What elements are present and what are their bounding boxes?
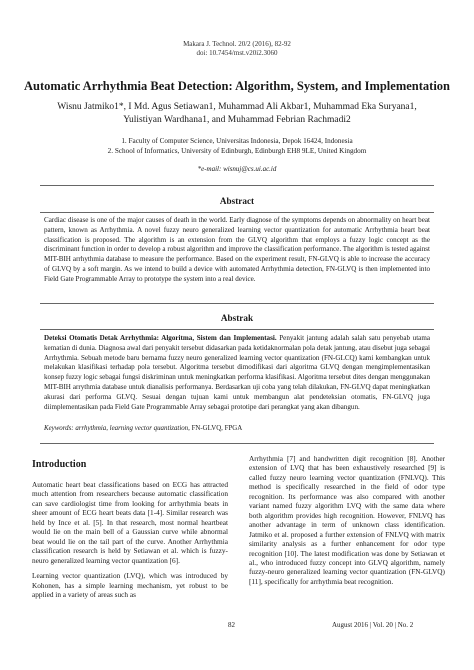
abstrak-text (44, 334, 430, 412)
keywords-rest: FN-GLVQ, FPGA (189, 425, 243, 432)
affiliations (40, 136, 434, 156)
issue-info: August 2016 | Vol. 20 | No. 2 (332, 621, 414, 629)
paper-title: Automatic Arrhythmia Beat Detection: Algorithm, System, and Implementation (24, 79, 450, 93)
abstrak-heading: Abstrak (220, 313, 254, 323)
abstract-text: Cardiac disease is one of the major causes of death in the world. Early diagnose of the symptoms depends on abnormality on heart beat pattern, known as Arrhythmia. A novel fuzzy neuro generalized learning vector quantization for automatic Arrhythmia heart beat classification is proposed. The algorithm is an extension from the GLVQ algorithm that employs a fuzzy logic concept as the discriminant function in order to develop a robust algorithm and improve the classification performance. The algorithm is tested against MIT-BIH arrhythmia database to measure the performance. Based on the experiment result, FN-GLVQ is able to increase the accuracy of GLVQ by a soft margin. As we intend to build a device with automated Arrhythmia detection, FN-GLVQ is then implemented into Field Gate Programmable Array to prototype the system into a real device. (44, 216, 430, 283)
author-line-1: Wisnu Jatmiko1*, I Md. Agus Setiawan1, Muhammad Ali Akbar1, Muhammad Eka Suryana1, (57, 102, 417, 112)
page-number: 82 (228, 621, 235, 629)
divider (40, 185, 434, 186)
abstract-heading: Abstract (219, 196, 255, 206)
author-list (40, 101, 434, 126)
abstrak-title: Deteksi Otomatis Detak Arrhythmia: Algoritma, Sistem dan Implementasi. (44, 334, 277, 342)
divider (40, 443, 434, 444)
author-line-2: Yulistiyan Wardhana1, and Muhammad Febrian Rachmadi2 (123, 114, 351, 125)
left-column (32, 480, 228, 605)
introduction-heading: Introduction (32, 459, 87, 470)
divider (40, 212, 434, 213)
corresponding-email: *e-mail: wisnuj@cs.ui.ac.id (197, 165, 277, 173)
intro-paragraph-1: Automatic heart beat classifications based on ECG has attracted much attention from researchers because automatic classification can save cardiologist time from looking for arrhythmia beats in sheer amount of ECG heart beats data [1-4]. Similar research was held by Ince et al. [5]. In that research, most normal heartbeat would lie on the main bell of a Gaussian curve while abnormal beat would lie on the tail part of the curve. Another Arrhythmia classification research is held by Setiawan et al. which is fuzzy-neuro generalized learning vector quantization [6]. (32, 480, 228, 565)
affiliation-1: 1. Faculty of Computer Science, Universitas Indonesia, Depok 16424, Indonesia (121, 137, 353, 145)
journal-doi: doi: 10.7454/mst.v20i2.3060 (196, 49, 278, 57)
right-column (249, 454, 445, 592)
keywords (44, 424, 430, 433)
abstrak-body: Penyakit jantung adalah salah satu penyebab utama kematian di dunia. Diagnosa awal dari penyakit tersebut didasarkan pada ketidaknormalan pola detak jantung, atau disebut juga sebagai Arrhythmia. Sebuah metode baru bernama fuzzy neuro generalized learning vector quantization (FN-GLCQ) kami kembangkan untuk melakukan klasifikasi terhadap pola tersebut. Algoritma tersebut dimodifikasi dari algoritma GLVQ dengan mengimplementasikan konsep fuzzy logic sebagai fungsi diskriminan untuk meningkatkan performa klasifikasi. Algoritma tersebut dites dengan menggunakan MIT-BIH arrythmia database untuk dianalisis performanya. Berdasarkan uji coba yang telah dilakukan, FN-GLVQ dapat meningkatkan akurasi dari performa GLVQ. Sesuai dengan tujuan kami untuk membangun alat pendeteksian otomatis, FN-GLVQ juga diimplementasikan pada Field Gate Programmable Array sebagai prototipe dari perangkat yang akan dibangun. (44, 334, 430, 411)
intro-paragraph-2: Learning vector quantization (LVQ), which was introduced by Kohonen, has a simple learning mechanism, yet robust to be applied in a variety of areas such as (32, 571, 228, 599)
journal-citation: Makara J. Technol. 20/2 (2016), 82-92 (183, 40, 291, 48)
intro-paragraph-3: Arrhythmia [7] and handwritten digit recognition [8]. Another extension of LVQ that has been exhaustively researched [9] is called fuzzy neuro learning vector quantization (FNLVQ). This method is specifically researched in the field of odor type recognition. Its performance was also compared with another variant named fuzzy algorithm LVQ with the same data where both algorithm provides high recognition. However, FNLVQ has another advantage in term of unknown class identification. Jatmiko et al. proposed a further extension of FNLVQ with matrix similarity analysis as a further enhancement for odor type recognition [10]. The latest modification was done by Setiawan et al., who introduced fuzzy concept into GLVQ algorithm, namely fuzzy-neuro generalized learning vector quantization (FN-GLVQ) [11], specifically for arrhythmia beat recognition. (249, 454, 445, 586)
divider (40, 303, 434, 304)
journal-header (0, 40, 474, 58)
keywords-label: Keywords: arrhythmia, learning vector quantization, (44, 425, 190, 432)
divider (40, 329, 434, 330)
affiliation-2: 2. School of Informatics, University of Edinburgh, Edinburgh EH8 9LE, United Kingdom (107, 147, 367, 155)
